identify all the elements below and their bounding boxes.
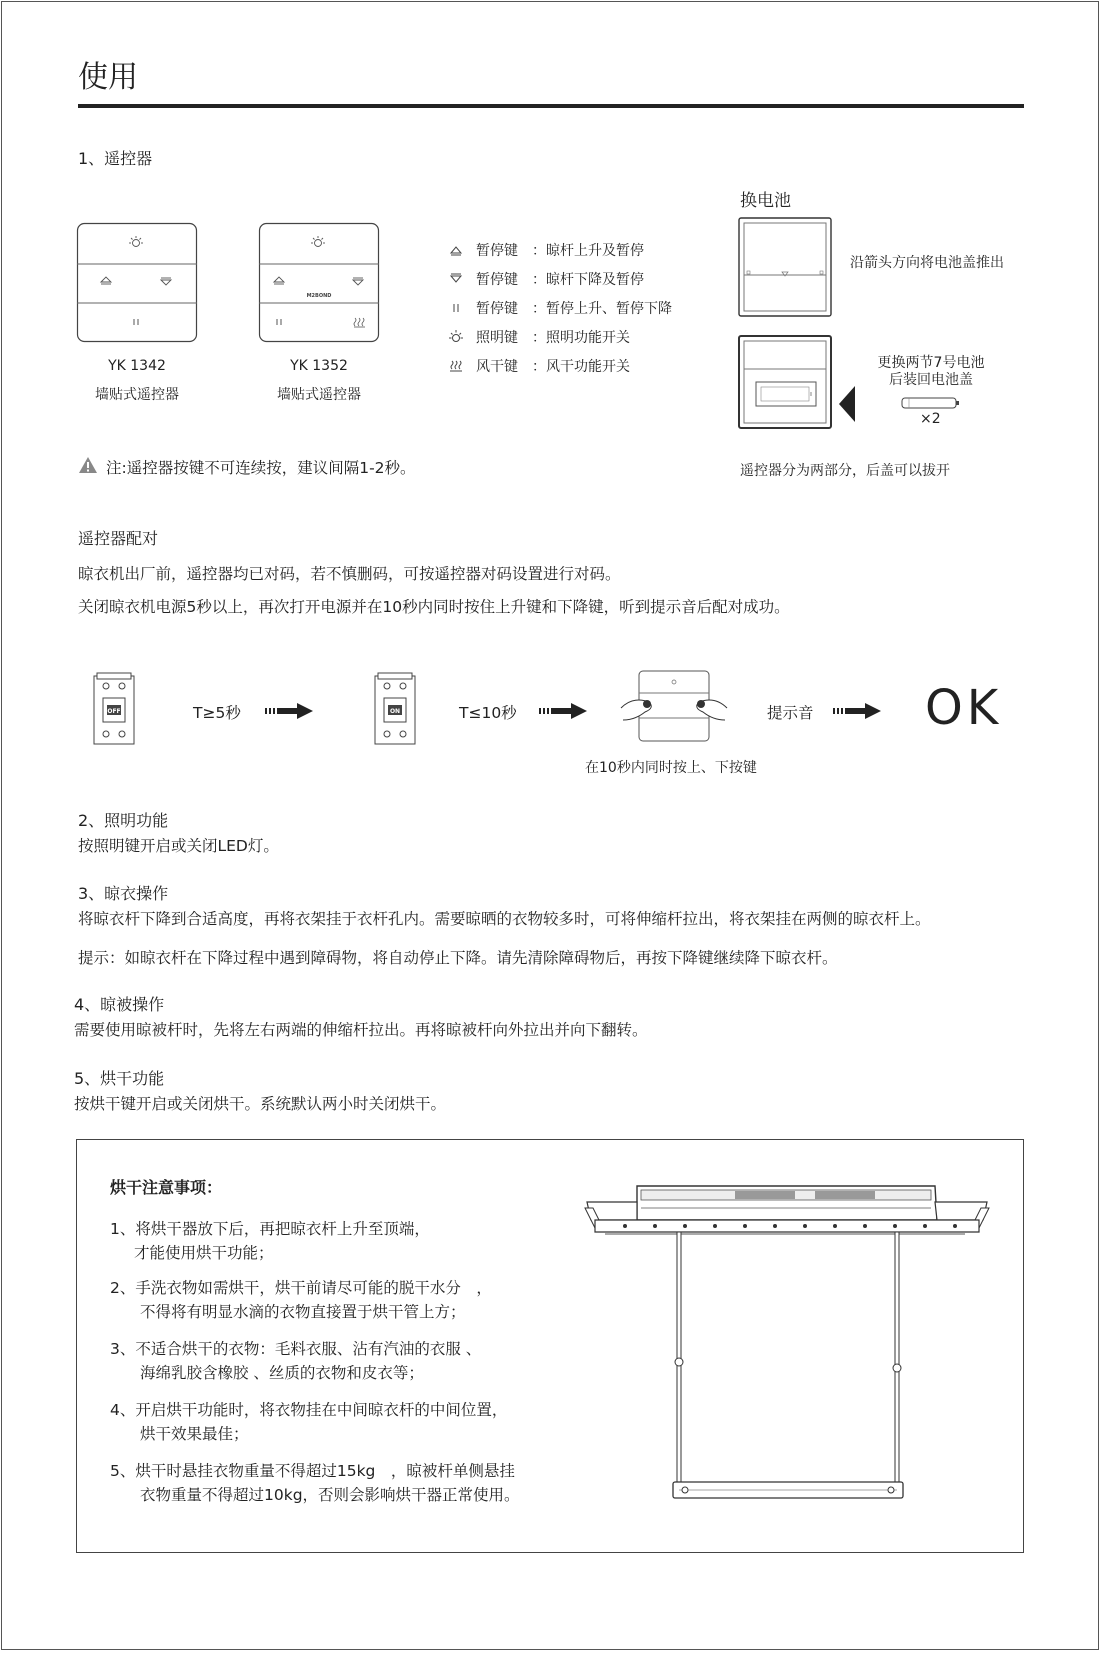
breaker-off-illustration — [93, 672, 137, 748]
step2-label: T≤10秒 — [459, 704, 517, 722]
remote-yk1342-illustration — [77, 223, 197, 343]
remote-1-code: YK 1342 — [108, 358, 166, 374]
drying-note-3 — [110, 1337, 481, 1385]
legend-desc: ：晾杆下降及暂停 — [532, 272, 644, 288]
battery-step2-line1: 更换两节7号电池 — [877, 355, 985, 371]
drying-note-3-line2: 海绵乳胶含橡胶 、丝质的衣物和皮衣等； — [140, 1364, 424, 1382]
legend-desc: ：暂停上升、暂停下降 — [532, 301, 672, 317]
battery-icon — [901, 396, 961, 410]
remote-yk1352-illustration — [259, 223, 379, 343]
pairing-line2: 关闭晾衣机电源5秒以上，再次打开电源并在10秒内同时按住上升键和下降键，听到提示音后配对成功。 — [78, 598, 790, 616]
section-quilt-text: 需要使用晾被杆时，先将左右两端的伸缩杆拉出。再将晾被杆向外拉出并向下翻转。 — [74, 1021, 648, 1039]
arrow-icon — [539, 703, 587, 719]
drying-note-2-line1: 2、手洗衣物如需烘干，烘干前请尽可能的脱干水分 ， — [110, 1279, 492, 1297]
remote-2-desc: 墙贴式遥控器 — [277, 387, 361, 403]
drying-note-5-line1: 5、烘干时悬挂衣物重量不得超过15kg ，晾被杆单侧悬挂 — [110, 1462, 515, 1480]
light-icon — [448, 329, 464, 345]
drying-notes-title: 烘干注意事项： — [110, 1178, 223, 1197]
drying-note-5 — [110, 1459, 520, 1507]
battery-footer: 遥控器分为两部分，后盖可以拔开 — [740, 463, 950, 479]
step3-label: 提示音 — [767, 704, 814, 722]
drying-note-4-line2: 烘干效果最佳； — [140, 1425, 249, 1443]
legend-name: 照明键 — [476, 330, 518, 346]
battery-step2-line2: 后装回电池盖 — [889, 372, 973, 388]
drying-note-1 — [110, 1217, 430, 1265]
drying-note-3-line1: 3、不适合烘干的衣物：毛料衣服、沾有汽油的衣服 、 — [110, 1340, 482, 1358]
drying-note-1-line2: 才能使用烘干功能； — [134, 1244, 274, 1262]
section-hanging-text: 将晾衣杆下降到合适高度，再将衣架挂于衣杆孔内。需要晾晒的衣物较多时，可将伸缩杆拉出，将衣架挂在两侧的晾衣杆上。 — [78, 910, 931, 928]
legend-desc: ：风干功能开关 — [532, 359, 630, 375]
up-triangle-icon — [448, 242, 464, 258]
breaker-on-illustration — [374, 672, 418, 748]
pairing-caption: 在10秒内同时按上、下按键 — [585, 760, 757, 776]
drying-note-2-line2: 不得将有明显水滴的衣物直接置于烘干管上方； — [140, 1303, 466, 1321]
battery-heading: 换电池 — [740, 191, 791, 211]
page-title: 使用 — [78, 60, 138, 95]
battery-step2 — [862, 355, 1000, 389]
drying-note-4 — [110, 1398, 507, 1446]
section-lighting-text: 按照明键开启或关闭LED灯。 — [78, 837, 279, 855]
section-drying-text: 按烘干键开启或关闭烘干。系统默认两小时关闭烘干。 — [74, 1095, 447, 1113]
battery-count: ×2 — [920, 411, 941, 427]
remote-heading: 1、遥控器 — [78, 149, 153, 168]
drying-note-2 — [110, 1276, 492, 1324]
section-hanging-tip: 提示：如晾衣杆在下降过程中遇到障碍物，将自动停止下降。请先清除障碍物后，再按下降键继续降下晾衣杆。 — [78, 949, 838, 967]
remote-2-code: YK 1352 — [290, 358, 348, 374]
drying-note-1-line1: 1、将烘干器放下后，再把晾衣杆上升至顶端， — [110, 1220, 430, 1238]
title-rule — [78, 104, 1024, 108]
section-drying-heading: 5、烘干功能 — [74, 1069, 165, 1088]
hands-press-illustration — [619, 668, 729, 748]
arrow-icon — [833, 703, 881, 719]
section-quilt-heading: 4、晾被操作 — [74, 995, 165, 1014]
pairing-line1: 晾衣机出厂前，遥控器均已对码，若不慎删码，可按遥控器对码设置进行对码。 — [78, 565, 621, 583]
legend-name: 暂停键 — [476, 301, 518, 317]
warning-icon — [78, 456, 98, 474]
legend-name: 暂停键 — [476, 272, 518, 288]
step1-label: T≥5秒 — [193, 704, 241, 722]
battery-open-illustration — [738, 335, 832, 429]
drying-note-4-line1: 4、开启烘干功能时，将衣物挂在中间晾衣杆的中间位置， — [110, 1401, 508, 1419]
battery-cover-illustration — [738, 217, 832, 317]
pause-icon — [448, 300, 464, 316]
legend-name: 风干键 — [476, 359, 518, 375]
breaker-off-label: OFF — [107, 708, 121, 715]
section-hanging-heading: 3、晾衣操作 — [78, 884, 169, 903]
drying-note-5-line2: 衣物重量不得超过10kg，否则会影响烘干器正常使用。 — [140, 1486, 520, 1504]
insert-arrow-icon — [837, 384, 857, 424]
dryer-rack-illustration — [585, 1180, 995, 1510]
legend-desc: ：照明功能开关 — [532, 330, 630, 346]
legend-desc: ：晾杆上升及暂停 — [532, 243, 644, 259]
section-lighting-heading: 2、照明功能 — [78, 811, 169, 830]
down-triangle-icon — [448, 271, 464, 287]
battery-step1: 沿箭头方向将电池盖推出 — [850, 255, 1004, 271]
remote-warning: 注:遥控器按键不可连续按，建议间隔1-2秒。 — [106, 459, 416, 477]
breaker-on-label: ON — [389, 708, 401, 715]
remote-1-desc: 墙贴式遥控器 — [95, 387, 179, 403]
pairing-result: OK — [925, 680, 1003, 736]
heat-icon — [448, 358, 464, 374]
brand-mark: M2BOND — [306, 293, 332, 299]
legend-name: 暂停键 — [476, 243, 518, 259]
pairing-heading: 遥控器配对 — [78, 529, 159, 548]
arrow-icon — [265, 703, 313, 719]
